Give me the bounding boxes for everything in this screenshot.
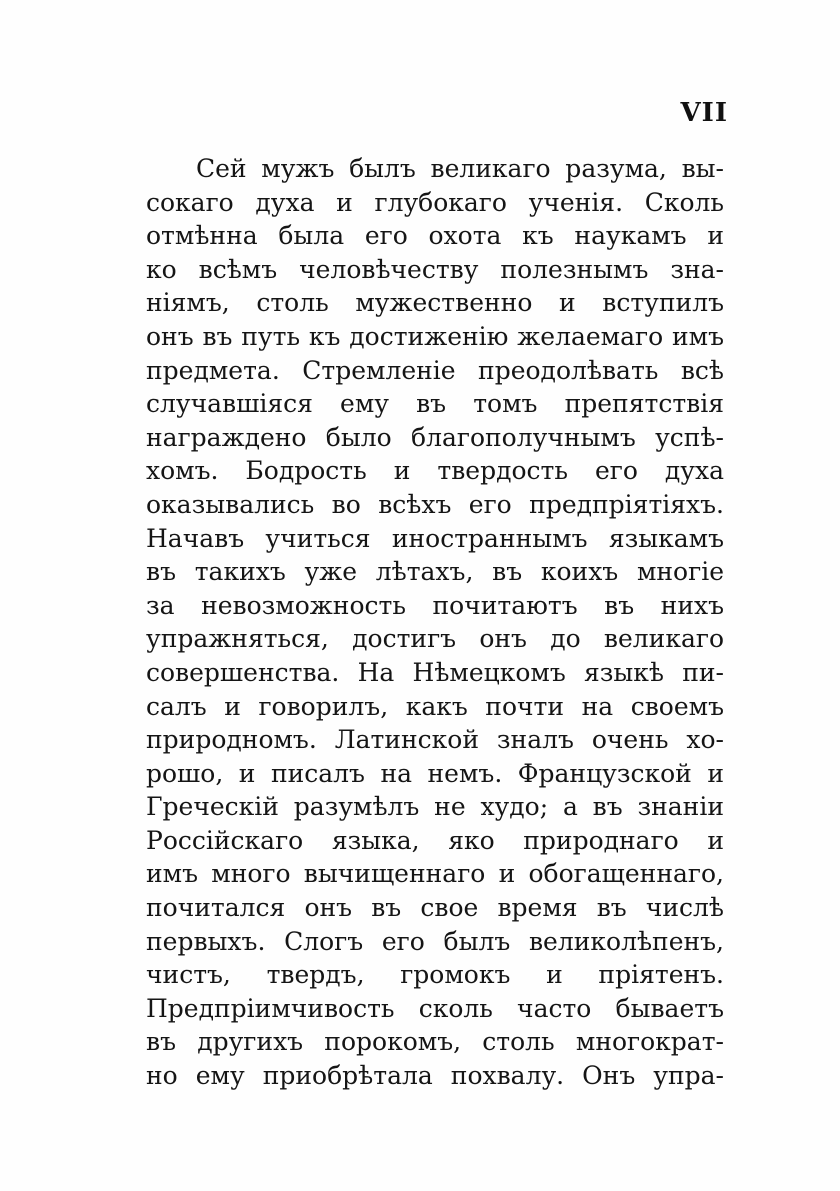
text-line: упражняться, достигъ онъ до великаго — [146, 624, 724, 654]
text-line: предмета. Стремленіе преодолѣвать всѣ — [146, 355, 724, 385]
text-line: салъ и говорилъ, какъ почти на своемъ — [146, 691, 724, 721]
text-line: рошо, и писалъ на немъ. Французской и — [146, 758, 724, 788]
text-line: почитался онъ въ свое время въ числѣ — [146, 893, 724, 923]
text-line: въ другихъ порокомъ, столь многократ- — [146, 1027, 724, 1057]
text-line: за невозможность почитаютъ въ нихъ — [146, 590, 724, 620]
text-line: сокаго духа и глубокаго ученія. Сколь — [146, 187, 724, 217]
text-line: ко всѣмъ человѣчеству полезнымъ зна- — [146, 254, 724, 284]
text-line: первыхъ. Слогъ его былъ великолѣпенъ, — [146, 926, 724, 956]
text-line: совершенства. На Нѣмецкомъ языкѣ пи- — [146, 657, 724, 687]
text-line: Россійскаго языка, яко природнаго и — [146, 825, 724, 855]
text-line: оказывались во всѣхъ его предпріятіяхъ. — [146, 489, 724, 519]
text-line: Начавъ учиться иностраннымъ языкамъ — [146, 523, 724, 553]
text-line: отмѣнна была его охота къ наукамъ и — [146, 221, 724, 251]
text-line: награждено было благополучнымъ успѣ- — [146, 422, 724, 452]
text-line: имъ много вычищеннаго и обогащеннаго, — [146, 859, 724, 889]
text-line: но ему приобрѣтала похвалу. Онъ упра- — [146, 1061, 724, 1091]
text-line: Греческій разумѣлъ не худо; а въ знаніи — [146, 792, 724, 822]
body-text — [146, 152, 724, 1093]
text-line: онъ въ путь къ достиженію желаемаго имъ — [146, 321, 724, 351]
text-line: Сей мужъ былъ великаго разума, вы- — [196, 154, 724, 183]
text-line: ніямъ, столь мужественно и вступилъ — [146, 288, 724, 318]
text-line: въ такихъ уже лѣтахъ, въ коихъ многіе — [146, 557, 724, 587]
page-number: VII — [680, 98, 728, 128]
text-line: Предпріимчивость сколь часто бываетъ — [146, 993, 724, 1023]
text-line: чистъ, твердъ, громокъ и пріятенъ. — [146, 960, 724, 990]
text-line: хомъ. Бодрость и твердость его духа — [146, 456, 724, 486]
text-line: природномъ. Латинской зналъ очень хо- — [146, 725, 724, 755]
text-line: случавшіяся ему въ томъ препятствія — [146, 389, 724, 419]
